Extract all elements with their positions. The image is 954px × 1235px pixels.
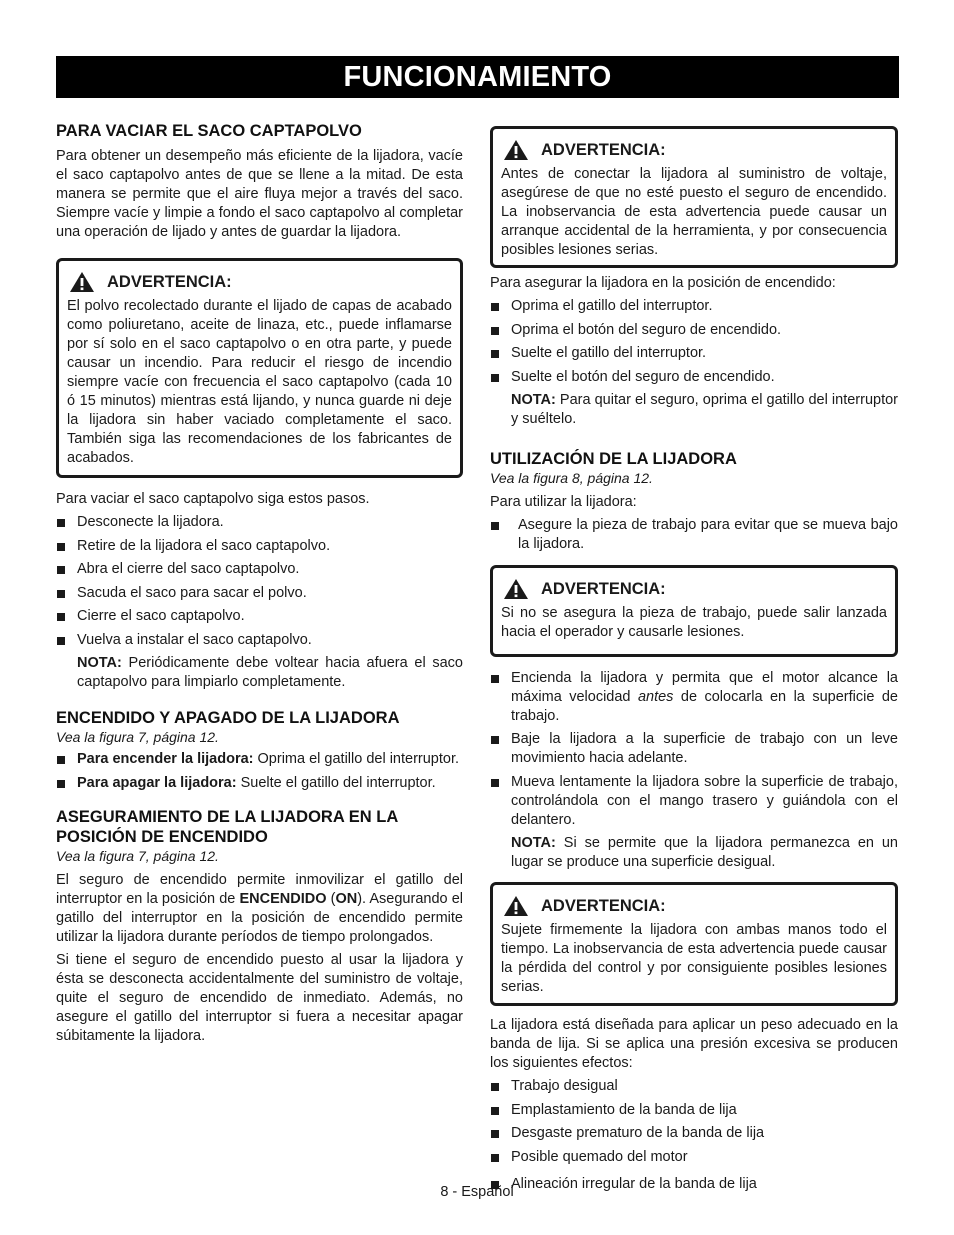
warning-text: El polvo recolectado durante el lijado de capas de acabado como poliuretano, aceite de linaza, etc., puede inflamarse por sí solo en el saco captapolvo o en otra parte, y puede causar un incendio. Para reducir el riesgo de incendio siempre vacíe con frecuencia el saco captapolvo (cada 10 ó 15 minutos) mientras está lijando, y nunca guarde ni deje la lijadora sin haber vaciado completamente el saco. También siga las recomendaciones de los fabricantes de acabados.: [67, 298, 452, 466]
heading-aseguramiento: ASEGURAMIENTO DE LA LIJADORA EN LA POSICIÓN DE ENCENDIDO: [56, 808, 398, 846]
bullet-square-icon: [491, 1107, 499, 1115]
bullet-square-icon: [491, 736, 499, 744]
warning-text: Si no se asegura la pieza de trabajo, puede salir lanzada hacia el operador y causarle lesiones.: [501, 604, 887, 640]
warning-title: ADVERTENCIA:: [107, 273, 232, 291]
list-item: Asegure la pieza de trabajo para evitar que se mueva bajo la lijadora.: [490, 516, 898, 554]
on-off-list: [56, 750, 463, 793]
utilizacion-intro: Para utilizar la lijadora:: [490, 494, 637, 510]
list-item: Vuelva a instalar el saco captapolvo.: [56, 631, 463, 650]
bullet-square-icon: [491, 1083, 499, 1091]
paragraph-vaciar-saco: Para obtener un desempeño más eficiente de la lijadora, vacíe el saco captapolvo antes de que se llene a la mitad. De esta manera se permite que el aire fluya mejor a través del saco. Siempre vacíe y limpie a fondo el saco captapolvo al completar una operación de lijado y antes de guardar la lijadora.: [56, 148, 463, 240]
list-item: Posible quemado del motor: [490, 1148, 898, 1167]
warning-box-pieza: [490, 565, 898, 657]
warning-box-sujete: [490, 882, 898, 1006]
bullet-square-icon: [57, 780, 65, 788]
steps-list: [56, 513, 463, 650]
list-item: Sacuda el saco para sacar el polvo.: [56, 584, 463, 603]
warning-triangle-icon: [503, 139, 529, 161]
list-item: Suelte el botón del seguro de encendido.: [490, 368, 898, 387]
bullet-square-icon: [57, 566, 65, 574]
warning-title: ADVERTENCIA:: [541, 579, 666, 598]
note-quitar-seguro: NOTA: Para quitar el seguro, oprima el gatillo del interruptor y suéltelo.: [511, 392, 898, 427]
bullet-square-icon: [491, 1154, 499, 1162]
bullet-square-icon: [491, 779, 499, 787]
heading-vaciar-saco: PARA VACIAR EL SACO CAPTAPOLVO: [56, 122, 362, 140]
note-saco: NOTA: Periódicamente debe voltear hacia afuera el saco captapolvo para limpiarlo completamente.: [77, 655, 463, 690]
figure-reference: Vea la figura 7, página 12.: [56, 848, 219, 864]
warning-title: ADVERTENCIA:: [541, 897, 666, 915]
heading-utilizacion: UTILIZACIÓN DE LA LIJADORA: [490, 450, 737, 468]
list-item: Oprima el botón del seguro de encendido.: [490, 321, 898, 340]
figure-reference: Vea la figura 7, página 12.: [56, 729, 219, 745]
warning-box-polvo: [56, 258, 463, 478]
list-item: Emplastamiento de la banda de lija: [490, 1101, 898, 1120]
lock-steps-list: [490, 297, 898, 387]
list-item: Encienda la lijadora y permita que el motor alcance la máxima velocidad antes de colocarla en la superficie de trabajo.: [490, 669, 898, 726]
lock-intro: Para asegurar la lijadora en la posición de encendido:: [490, 275, 836, 291]
list-item: Suelte el gatillo del interruptor.: [490, 344, 898, 363]
warning-triangle-icon: [503, 895, 529, 917]
bullet-square-icon: [57, 613, 65, 621]
list-item: Baje la lijadora a la superficie de trabajo con un leve movimiento hacia adelante.: [490, 730, 898, 768]
utilizacion-list: [490, 516, 898, 554]
list-item: Para apagar la lijadora: Suelte el gatillo del interruptor.: [56, 774, 463, 793]
bullet-square-icon: [491, 1130, 499, 1138]
paragraph-seguro: El seguro de encendido permite inmovilizar el gatillo del interruptor en la posición de ENCENDIDO (ON). Asegurando el gatillo del interruptor en la posición de encendido permite utilizar la lijadora durante períodos de tiempo prolongados.: [56, 872, 463, 945]
left-column: [56, 121, 463, 1046]
list-item: Oprima el gatillo del interruptor.: [490, 297, 898, 316]
warning-triangle-icon: [503, 578, 529, 600]
bullet-square-icon: [57, 543, 65, 551]
operation-list: [490, 669, 898, 830]
list-item: Abra el cierre del saco captapolvo.: [56, 560, 463, 579]
presion-intro: La lijadora está diseñada para aplicar un peso adecuado en la banda de lija. Si se aplica una presión excesiva se producen los siguientes efectos:: [490, 1017, 898, 1071]
effects-list: [490, 1077, 898, 1194]
page-number: 8 - Español: [440, 1184, 514, 1200]
warning-title: ADVERTENCIA:: [541, 141, 666, 159]
heading-encendido-apagado: ENCENDIDO Y APAGADO DE LA LIJADORA: [56, 709, 400, 727]
list-item: Desconecte la lijadora.: [56, 513, 463, 532]
list-item: Trabajo desigual: [490, 1077, 898, 1096]
bullet-square-icon: [57, 519, 65, 527]
paragraph-seguro-advertencia: Si tiene el seguro de encendido puesto al usar la lijadora y ésta se desconecta accidentalmente del suministro de voltaje, quite el seguro de encendido de inmediato. Además, no asegure el gatillo del interruptor si fuera a necesitar apagar súbitamente la lijadora.: [56, 952, 463, 1044]
warning-box-conectar: [490, 126, 898, 268]
bullet-square-icon: [491, 675, 499, 683]
bullet-square-icon: [491, 522, 499, 530]
steps-intro: Para vaciar el saco captapolvo siga estos pasos.: [56, 491, 370, 507]
note-superficie: NOTA: Si se permite que la lijadora permanezca en un lugar se produce una superficie desigual.: [511, 835, 898, 870]
figure-reference: Vea la figura 8, página 12.: [490, 470, 653, 486]
list-item: Para encender la lijadora: Oprima el gatillo del interruptor.: [56, 750, 463, 769]
list-item: Cierre el saco captapolvo.: [56, 607, 463, 626]
page-title-banner: FUNCIONAMIENTO: [56, 56, 899, 98]
list-item: Mueva lentamente la lijadora sobre la superficie de trabajo, controlándola con el mango trasero y guiándola con el delantero.: [490, 773, 898, 830]
right-column: [490, 126, 898, 1198]
list-item: Retire de la lijadora el saco captapolvo.: [56, 537, 463, 556]
warning-text: Antes de conectar la lijadora al suministro de voltaje, asegúrese de que no esté puesto el seguro de encendido. La inobservancia de esta advertencia puede causar un arranque accidental de la herramienta, y por consecuencia posibles lesiones serias.: [501, 166, 887, 258]
list-item: Desgaste prematuro de la banda de lija: [490, 1124, 898, 1143]
bullet-square-icon: [57, 590, 65, 598]
bullet-square-icon: [57, 756, 65, 764]
warning-text: Sujete firmemente la lijadora con ambas manos todo el tiempo. La inobservancia de esta advertencia puede causar la pérdida del control y por consiguiente posibles lesiones serias.: [501, 922, 887, 995]
bullet-square-icon: [57, 637, 65, 645]
bullet-square-icon: [491, 303, 499, 311]
bullet-square-icon: [491, 327, 499, 335]
warning-triangle-icon: [69, 271, 95, 293]
list-item: Alineación irregular de la banda de lija: [490, 1175, 898, 1194]
bullet-square-icon: [491, 350, 499, 358]
bullet-square-icon: [491, 374, 499, 382]
